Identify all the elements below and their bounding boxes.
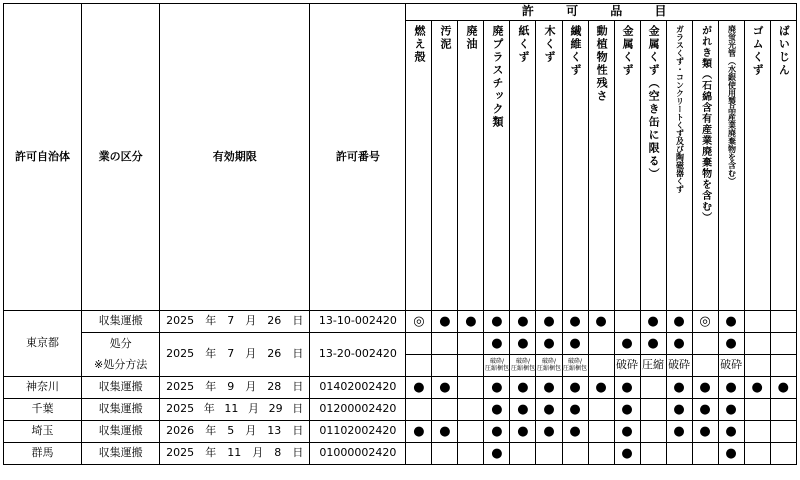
item-header-label: 廃プラスチック類	[491, 25, 504, 129]
date-day: 26	[267, 347, 282, 361]
date-year-unit: 年	[205, 314, 217, 328]
date-day-unit: 日	[292, 424, 304, 438]
permit-mark	[744, 311, 770, 333]
permit-mark: ●	[536, 399, 562, 421]
item-header-8	[588, 21, 614, 311]
item-header-10	[640, 21, 666, 311]
date-day-unit: 日	[292, 402, 304, 416]
permit-mark: ●	[510, 377, 536, 399]
permit-mark: ●	[484, 311, 510, 333]
validity-date	[160, 421, 310, 443]
row-jurisdiction: 千葉	[4, 399, 82, 421]
permit-mark	[458, 377, 484, 399]
table-row	[4, 311, 797, 333]
item-header-1	[406, 21, 432, 311]
date-month-unit: 月	[245, 424, 257, 438]
date-day: 26	[267, 314, 282, 328]
permit-mark	[562, 443, 588, 465]
row-business-type: 収集運搬	[82, 443, 160, 465]
item-header-label: 紙くず	[517, 25, 531, 64]
item-header-label: 燃え殻	[412, 25, 426, 64]
item-header-3	[458, 21, 484, 311]
item-header-label: 廃油	[464, 25, 478, 51]
date-day: 13	[267, 424, 282, 438]
disposal-method	[640, 355, 666, 377]
item-header-9	[614, 21, 640, 311]
permit-mark	[744, 333, 770, 355]
item-header-7	[562, 21, 588, 311]
permit-mark: ●	[536, 333, 562, 355]
row-jurisdiction: 埼玉	[4, 421, 82, 443]
permit-mark: ●	[614, 333, 640, 355]
permit-mark	[614, 311, 640, 333]
permit-mark	[692, 443, 718, 465]
permit-mark: ●	[718, 399, 744, 421]
date-month-unit: 月	[245, 347, 257, 361]
disposal-method-text: 破砕/ 圧縮梱包	[510, 357, 535, 372]
date-month: 9	[227, 380, 235, 394]
permit-mark: ●	[744, 377, 770, 399]
permit-mark	[640, 399, 666, 421]
permit-mark: ●	[588, 311, 614, 333]
disposal-method	[770, 355, 796, 377]
item-header-4	[484, 21, 510, 311]
permit-mark	[432, 443, 458, 465]
permit-mark: ●	[432, 421, 458, 443]
disposal-method-text: 圧縮	[642, 358, 665, 372]
row-jurisdiction: 神奈川	[4, 377, 82, 399]
permit-mark: ●	[484, 443, 510, 465]
permit-mark: ●	[510, 421, 536, 443]
header-jurisdiction: 許可自治体	[4, 4, 82, 311]
permit-mark: ●	[484, 421, 510, 443]
permit-mark	[770, 311, 796, 333]
permit-mark	[692, 333, 718, 355]
permit-mark: ●	[536, 421, 562, 443]
date-year-unit: 年	[205, 424, 217, 438]
permit-mark: ●	[484, 333, 510, 355]
permit-mark: ●	[510, 311, 536, 333]
permit-mark	[640, 443, 666, 465]
date-month: 11	[224, 402, 239, 416]
permit-mark: ●	[484, 399, 510, 421]
date-month: 7	[227, 347, 235, 361]
permit-mark	[432, 399, 458, 421]
permit-mark: ●	[406, 421, 432, 443]
permit-mark: ●	[458, 311, 484, 333]
date-year: 2025	[166, 380, 195, 394]
date-day: 29	[268, 402, 283, 416]
permit-mark: ●	[666, 333, 692, 355]
date-month-unit: 月	[245, 380, 257, 394]
permit-mark	[588, 421, 614, 443]
disposal-method-text: 破砕	[668, 358, 691, 372]
item-header-label: ばいじん	[777, 25, 791, 77]
item-header-14	[744, 21, 770, 311]
disposal-method	[562, 355, 588, 377]
permit-mark: ●	[770, 377, 796, 399]
date-month: 7	[227, 314, 235, 328]
permit-mark: ●	[614, 443, 640, 465]
permit-mark: ●	[562, 311, 588, 333]
validity-date	[160, 311, 310, 333]
permit-mark: ●	[510, 333, 536, 355]
permit-mark: ●	[432, 377, 458, 399]
permit-mark: ●	[718, 421, 744, 443]
disposal-method-text: 破砕/ 圧縮梱包	[536, 357, 561, 372]
table-row	[4, 421, 797, 443]
row-jurisdiction: 東京都	[4, 311, 82, 377]
item-header-label: がれき類（石綿含有産業廃棄物を含む）	[699, 25, 711, 223]
item-header-11	[666, 21, 692, 311]
permit-mark: ●	[666, 311, 692, 333]
permit-mark: ◎	[692, 311, 718, 333]
item-header-label: ゴムくず	[751, 25, 765, 77]
date-year: 2025	[166, 347, 195, 361]
disposal-method	[666, 355, 692, 377]
permit-mark: ●	[536, 311, 562, 333]
disposal-method	[536, 355, 562, 377]
permit-mark: ●	[614, 421, 640, 443]
date-month-unit: 月	[252, 446, 264, 460]
date-year-unit: 年	[205, 446, 217, 460]
header-permit-number: 許可番号	[310, 4, 406, 311]
item-header-label: 金属くず	[621, 25, 635, 77]
permit-mark: ◎	[406, 311, 432, 333]
permit-mark: ●	[406, 377, 432, 399]
table-row	[4, 377, 797, 399]
header-business-type: 業の区分	[82, 4, 160, 311]
permit-mark	[588, 443, 614, 465]
row-business-type: 収集運搬	[82, 311, 160, 333]
permit-mark	[406, 333, 432, 355]
permit-mark: ●	[692, 377, 718, 399]
permit-mark: ●	[692, 399, 718, 421]
permit-mark	[640, 377, 666, 399]
disposal-method-text: 破砕/ 圧縮梱包	[563, 357, 588, 372]
table-row	[4, 333, 797, 355]
row-permit-number: 13-10-002420	[310, 311, 406, 333]
item-header-2	[432, 21, 458, 311]
row-permit-number: 13-20-002420	[310, 333, 406, 377]
permit-mark	[666, 443, 692, 465]
permit-mark: ●	[718, 333, 744, 355]
row-business-type: 収集運搬	[82, 377, 160, 399]
table-row	[4, 443, 797, 465]
date-year-unit: 年	[205, 347, 217, 361]
permit-mark: ●	[692, 421, 718, 443]
header-permitted-items: 許 可 品 目	[406, 4, 797, 21]
item-header-label: 金属くず（空き缶に限る）	[647, 25, 661, 181]
disposal-method	[432, 355, 458, 377]
permit-mark: ●	[614, 377, 640, 399]
date-day: 28	[267, 380, 282, 394]
date-year: 2025	[166, 402, 195, 416]
permit-mark	[640, 421, 666, 443]
permit-mark	[458, 333, 484, 355]
disposal-label: 処分	[109, 337, 132, 351]
permit-mark: ●	[588, 377, 614, 399]
permit-mark	[588, 399, 614, 421]
row-business-type: 収集運搬	[82, 399, 160, 421]
validity-date	[160, 377, 310, 399]
date-day-unit: 日	[292, 446, 304, 460]
validity-date	[160, 443, 310, 465]
disposal-method	[406, 355, 432, 377]
item-header-label: 繊維くず	[569, 25, 583, 77]
permit-mark: ●	[562, 399, 588, 421]
item-header-label: ガラスくず・コンクリートくず及び陶磁器くず	[675, 25, 685, 193]
permit-mark: ●	[640, 311, 666, 333]
permit-mark: ●	[536, 377, 562, 399]
date-year-unit: 年	[203, 402, 215, 416]
item-header-6	[536, 21, 562, 311]
row-permit-number: 01402002420	[310, 377, 406, 399]
row-business-type: 収集運搬	[82, 421, 160, 443]
item-header-label: 廃蛍光管（水銀使用製品産業廃棄物を含む）	[727, 25, 737, 185]
date-month: 5	[227, 424, 235, 438]
disposal-method	[718, 355, 744, 377]
disposal-method	[614, 355, 640, 377]
disposal-method	[692, 355, 718, 377]
date-day: 8	[274, 446, 282, 460]
item-header-label: 汚泥	[438, 25, 452, 51]
permit-mark	[770, 333, 796, 355]
permit-mark	[770, 399, 796, 421]
date-day-unit: 日	[292, 314, 304, 328]
row-business-type	[82, 333, 160, 377]
permit-mark: ●	[484, 377, 510, 399]
permit-mark	[406, 443, 432, 465]
item-header-13	[718, 21, 744, 311]
disposal-method-text: 破砕/ 圧縮梱包	[484, 357, 509, 372]
item-header-label: 木くず	[543, 25, 557, 64]
permit-mark: ●	[666, 377, 692, 399]
disposal-method	[744, 355, 770, 377]
date-month-unit: 月	[245, 314, 257, 328]
permit-mark: ●	[562, 333, 588, 355]
row-permit-number: 01102002420	[310, 421, 406, 443]
permit-mark	[458, 421, 484, 443]
item-header-5	[510, 21, 536, 311]
permit-mark: ●	[640, 333, 666, 355]
permit-mark	[770, 421, 796, 443]
disposal-method	[588, 355, 614, 377]
permit-mark: ●	[562, 377, 588, 399]
permit-mark	[510, 443, 536, 465]
disposal-method-text: 破砕	[720, 358, 743, 372]
header-validity: 有効期限	[160, 4, 310, 311]
table-row	[4, 399, 797, 421]
permit-mark	[744, 443, 770, 465]
permit-mark	[770, 443, 796, 465]
item-header-12	[692, 21, 718, 311]
permit-mark: ●	[510, 399, 536, 421]
permit-mark: ●	[666, 421, 692, 443]
disposal-method	[484, 355, 510, 377]
permit-mark: ●	[718, 377, 744, 399]
date-year: 2025	[166, 314, 195, 328]
disposal-method-text: 破砕	[616, 358, 639, 372]
permit-mark	[458, 443, 484, 465]
date-day-unit: 日	[292, 380, 304, 394]
date-year: 2026	[166, 424, 195, 438]
item-header-label: 動植物性残さ	[595, 25, 609, 103]
disposal-method-label: ※処分方法	[94, 357, 148, 371]
date-month-unit: 月	[248, 402, 260, 416]
validity-date	[160, 333, 310, 377]
permit-mark	[588, 333, 614, 355]
permit-mark	[536, 443, 562, 465]
row-permit-number: 01200002420	[310, 399, 406, 421]
permit-mark: ●	[614, 399, 640, 421]
permit-mark	[432, 333, 458, 355]
permit-mark: ●	[432, 311, 458, 333]
permit-mark: ●	[718, 443, 744, 465]
date-year: 2025	[166, 446, 195, 460]
permit-mark: ●	[562, 421, 588, 443]
row-jurisdiction: 群馬	[4, 443, 82, 465]
permit-mark	[744, 399, 770, 421]
permit-mark: ●	[666, 399, 692, 421]
date-year-unit: 年	[205, 380, 217, 394]
disposal-method	[458, 355, 484, 377]
permit-mark	[744, 421, 770, 443]
item-header-15	[770, 21, 796, 311]
date-day-unit: 日	[292, 347, 304, 361]
permit-mark: ●	[718, 311, 744, 333]
permit-mark	[406, 399, 432, 421]
validity-date	[160, 399, 310, 421]
permit-table	[3, 3, 797, 465]
row-permit-number: 01000002420	[310, 443, 406, 465]
permit-mark	[458, 399, 484, 421]
date-month: 11	[227, 446, 242, 460]
disposal-method	[510, 355, 536, 377]
